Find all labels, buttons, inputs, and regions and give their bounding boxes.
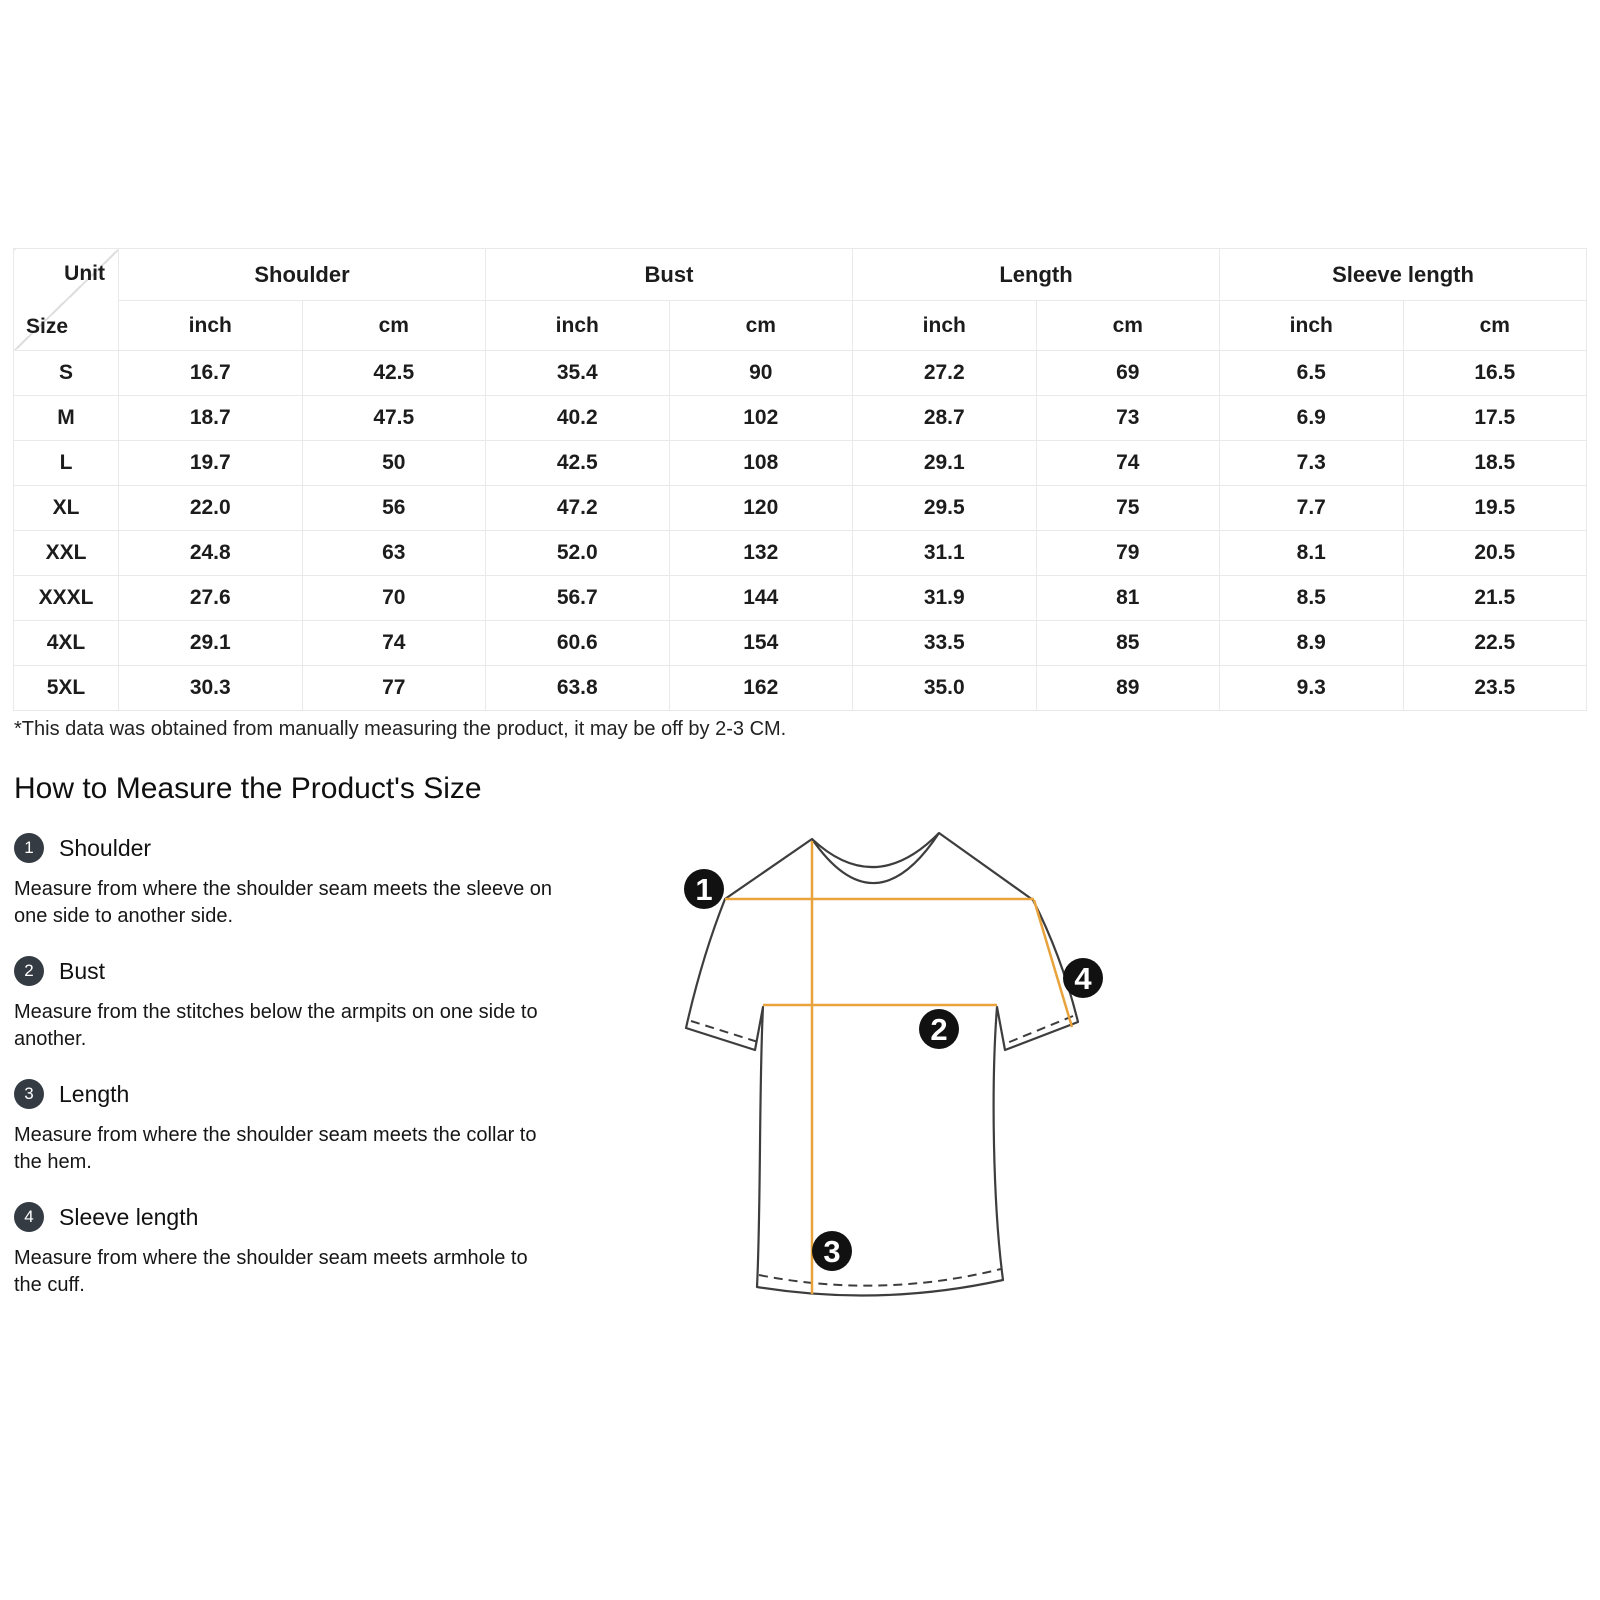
- column-group-bust: Bust: [486, 249, 853, 301]
- table-cell: 35.0: [853, 666, 1037, 711]
- table-cell: 7.7: [1220, 486, 1404, 531]
- table-cell: 63: [302, 531, 486, 576]
- table-cell: 29.5: [853, 486, 1037, 531]
- tshirt-diagram-svg: [655, 805, 1125, 1315]
- measure-item-head: [14, 833, 559, 863]
- table-cell: 29.1: [853, 441, 1037, 486]
- table-cell: 8.5: [1220, 576, 1404, 621]
- size-row-header: XL: [14, 486, 119, 531]
- table-cell: 19.7: [119, 441, 303, 486]
- unit-header: cm: [669, 301, 853, 351]
- table-cell: 162: [669, 666, 853, 711]
- unit-header: cm: [302, 301, 486, 351]
- measure-item-description: Measure from where the shoulder seam meets armhole to the cuff.: [14, 1247, 528, 1296]
- unit-header: cm: [1036, 301, 1220, 351]
- table-cell: 102: [669, 396, 853, 441]
- table-row: [14, 396, 1587, 441]
- unit-header: inch: [1220, 301, 1404, 351]
- table-cell: 27.6: [119, 576, 303, 621]
- table-cell: 8.1: [1220, 531, 1404, 576]
- size-row-header: M: [14, 396, 119, 441]
- measure-item-head: [14, 1079, 559, 1109]
- table-cell: 19.5: [1403, 486, 1587, 531]
- table-cell: 16.7: [119, 351, 303, 396]
- measure-item-sleeve-length: [14, 1202, 559, 1299]
- table-cell: 9.3: [1220, 666, 1404, 711]
- table-cell: 42.5: [302, 351, 486, 396]
- table-cell: 21.5: [1403, 576, 1587, 621]
- table-cell: 29.1: [119, 621, 303, 666]
- column-group-shoulder: Shoulder: [119, 249, 486, 301]
- table-cell: 22.5: [1403, 621, 1587, 666]
- table-cell: 18.7: [119, 396, 303, 441]
- table-cell: 69: [1036, 351, 1220, 396]
- table-cell: 70: [302, 576, 486, 621]
- unit-header: inch: [486, 301, 670, 351]
- table-cell: 18.5: [1403, 441, 1587, 486]
- measurement-disclaimer: *This data was obtained from manually measuring the product, it may be off by 2-3 CM.: [14, 718, 787, 740]
- size-row-header: S: [14, 351, 119, 396]
- measure-item-bust: [14, 956, 559, 1053]
- size-chart-table: [13, 248, 1587, 711]
- size-row-header: XXXL: [14, 576, 119, 621]
- table-cell: 31.1: [853, 531, 1037, 576]
- howto-section-title: How to Measure the Product's Size: [14, 772, 482, 805]
- table-cell: 6.9: [1220, 396, 1404, 441]
- table-cell: 52.0: [486, 531, 670, 576]
- table-cell: 20.5: [1403, 531, 1587, 576]
- table-cell: 7.3: [1220, 441, 1404, 486]
- table-cell: 47.5: [302, 396, 486, 441]
- table-cell: 77: [302, 666, 486, 711]
- table-row: [14, 486, 1587, 531]
- table-cell: 31.9: [853, 576, 1037, 621]
- badge-4-number: 4: [1074, 961, 1092, 996]
- table-cell: 132: [669, 531, 853, 576]
- table-cell: 90: [669, 351, 853, 396]
- measure-item-description: Measure from where the shoulder seam meets the sleeve on one side to another side.: [14, 878, 553, 927]
- measure-item-description: Measure from where the shoulder seam meets the collar to the hem.: [14, 1124, 537, 1173]
- table-cell: 33.5: [853, 621, 1037, 666]
- tshirt-measurement-diagram: [655, 805, 1125, 1315]
- corner-unit-label: Unit: [64, 262, 105, 285]
- step-3-badge: 3: [14, 1079, 44, 1109]
- size-row-header: L: [14, 441, 119, 486]
- table-cell: 28.7: [853, 396, 1037, 441]
- step-2-badge: 2: [14, 956, 44, 986]
- column-group-length: Length: [853, 249, 1220, 301]
- badge-2-number: 2: [930, 1012, 948, 1047]
- step-4-badge: 4: [14, 1202, 44, 1232]
- measure-item-description: Measure from the stitches below the armpits on one side to another.: [14, 1001, 538, 1050]
- table-cell: 40.2: [486, 396, 670, 441]
- table-cell: 85: [1036, 621, 1220, 666]
- table-row: [14, 621, 1587, 666]
- badge-3-number: 3: [823, 1234, 841, 1269]
- diagram-badge-1: [684, 869, 724, 909]
- table-cell: 35.4: [486, 351, 670, 396]
- table-row: [14, 666, 1587, 711]
- diagram-badge-4: [1063, 958, 1103, 998]
- table-cell: 50: [302, 441, 486, 486]
- table-group-header-row: [14, 249, 1587, 301]
- measure-item-head: [14, 1202, 559, 1232]
- unit-header: inch: [119, 301, 303, 351]
- table-cell: 42.5: [486, 441, 670, 486]
- table-cell: 89: [1036, 666, 1220, 711]
- measure-item-label: Shoulder: [59, 834, 152, 861]
- measure-item-label: Bust: [59, 957, 106, 984]
- tshirt-outline: [686, 833, 1078, 1296]
- unit-header: inch: [853, 301, 1037, 351]
- table-cell: 81: [1036, 576, 1220, 621]
- table-row: [14, 531, 1587, 576]
- measure-item-head: [14, 956, 559, 986]
- unit-size-corner-cell: [14, 249, 119, 351]
- table-cell: 23.5: [1403, 666, 1587, 711]
- size-row-header: XXL: [14, 531, 119, 576]
- table-cell: 79: [1036, 531, 1220, 576]
- table-cell: 6.5: [1220, 351, 1404, 396]
- table-cell: 17.5: [1403, 396, 1587, 441]
- table-cell: 75: [1036, 486, 1220, 531]
- table-cell: 74: [302, 621, 486, 666]
- column-group-sleeve-length: Sleeve length: [1220, 249, 1587, 301]
- table-cell: 144: [669, 576, 853, 621]
- table-row: [14, 576, 1587, 621]
- measure-item-label: Length: [59, 1080, 130, 1107]
- measure-instruction-list: [14, 833, 559, 1325]
- table-cell: 47.2: [486, 486, 670, 531]
- table-cell: 8.9: [1220, 621, 1404, 666]
- size-row-header: 4XL: [14, 621, 119, 666]
- step-1-badge: 1: [14, 833, 44, 863]
- corner-size-label: Size: [26, 315, 69, 338]
- measure-item-length: [14, 1079, 559, 1176]
- diagram-badge-2: [919, 1009, 959, 1049]
- table-cell: 30.3: [119, 666, 303, 711]
- table-cell: 120: [669, 486, 853, 531]
- size-row-header: 5XL: [14, 666, 119, 711]
- measure-item-label: Sleeve length: [59, 1203, 199, 1230]
- table-unit-header-row: [14, 301, 1587, 351]
- table-cell: 73: [1036, 396, 1220, 441]
- measure-item-shoulder: [14, 833, 559, 930]
- table-row: [14, 441, 1587, 486]
- table-cell: 74: [1036, 441, 1220, 486]
- table-cell: 56.7: [486, 576, 670, 621]
- table-cell: 24.8: [119, 531, 303, 576]
- badge-1-number: 1: [695, 872, 713, 907]
- table-cell: 108: [669, 441, 853, 486]
- table-cell: 60.6: [486, 621, 670, 666]
- table-row: [14, 351, 1587, 396]
- table-cell: 63.8: [486, 666, 670, 711]
- table-cell: 56: [302, 486, 486, 531]
- diagram-badge-3: [812, 1231, 852, 1271]
- unit-header: cm: [1403, 301, 1587, 351]
- table-cell: 154: [669, 621, 853, 666]
- table-cell: 27.2: [853, 351, 1037, 396]
- table-cell: 22.0: [119, 486, 303, 531]
- table-cell: 16.5: [1403, 351, 1587, 396]
